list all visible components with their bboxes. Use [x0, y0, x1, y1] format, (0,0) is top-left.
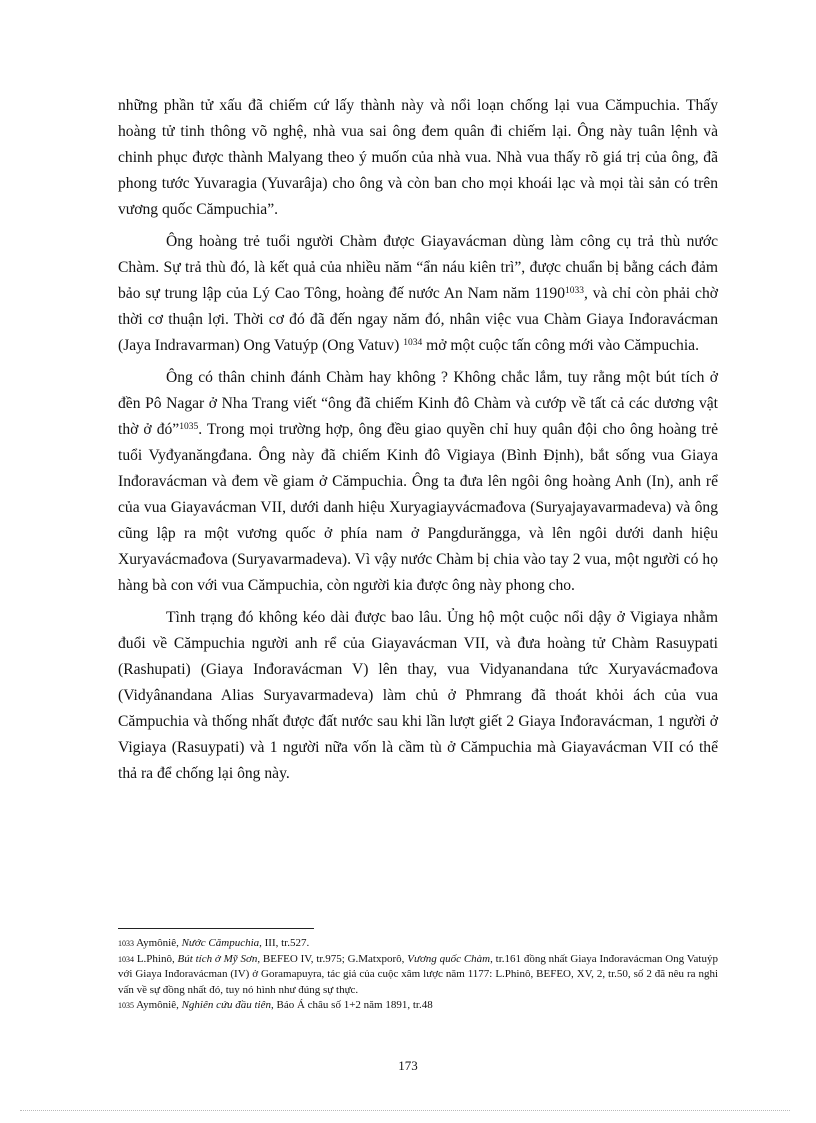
footnote-ref-1035: 1035	[179, 422, 199, 432]
paragraph-1: những phần tử xấu đã chiếm cứ lấy thành này và nổi loạn chống lại vua Cămpuchia. Thấy hoàng tử tinh thông võ nghệ, nhà vua sai ông đem quân đi chiếm lại. Ông này tuân lệnh và chinh phục được thành Malyang theo ý muốn của nhà vua. Nhà vua thấy rõ giá trị của ông, đã phong tước Yuvaragia (Yuvarâja) cho ông và còn ban cho mọi khoái lạc và mọi tài sản có trên vương quốc Cămpuchia”.	[118, 97, 718, 218]
page-number: 173	[398, 1058, 418, 1073]
main-text	[118, 93, 718, 793]
paragraph-2: Ông hoàng trẻ tuổi người Chàm được Giayavácman dùng làm công cụ trả thù nước Chàm. Sự trả thù đó, là kết quả của nhiều năm “ẩn náu kiên trì”, được chuẩn bị bằng cách đảm bảo sự trung lập của Lý Cao Tông, hoàng đế nước An Nam năm $1190^{1033}$, và chỉ còn phải chờ thời cơ thuận lợi. Thời cơ đó đã đến ngay năm đó, nhân việc vua Chàm Giaya Inđoravácman (Jaya Indravarman) Ong Vatuýp (Ong Vatuv) $^{1034}$ mở một cuộc tấn công mới vào Cămpuchia.	[118, 233, 718, 354]
paragraph-4: Tình trạng đó không kéo dài được bao lâu. Ủng hộ một cuộc nổi dậy ở Vigiaya nhằm đuổi về Cămpuchia người anh rể của Giayavácman VII, và đưa hoàng tử Chàm Rasuypati (Rashupati) (Giaya Inđoravácman V) lên thay, vua Vidyanandana tức Xuryavácmađova (Vidyânandana Alias Suryavarmadeva) làm chủ ở Phmrang đã thoát khỏi ách của vua Cămpuchia và thống nhất được đất nước sau khi lần lượt giết 2 Giaya Inđoravácman, 1 người ở Vigiaya (Rasuypati) và 1 người nữa vốn là cầm tù ở Cămpuchia mà Giayavácman VII có thể thả ra để chống lại ông này.	[118, 609, 718, 782]
footnotes	[118, 936, 718, 1014]
footnote-1035: 1035 Aymôniê, Nghiên cứu đầu tiên, Báo Á châu số 1+2 năm 1891, tr.48	[118, 999, 433, 1011]
footnote-ref-1033: 1033	[565, 286, 584, 296]
footnote-separator	[118, 928, 314, 929]
footnote-1033: 1033 Aymôniê, Nước Cămpuchia, III, tr.527.	[118, 937, 310, 949]
footnote-ref-1034: 1034	[403, 338, 423, 348]
footnote-1034: 1034 L.Phinô, Bút tích ở Mỹ Sơn, BEFEO IV, tr.975; G.Matxporô, Vương quốc Chàm, tr.161 đồng nhất Giaya Inđoravácman Ong Vatuýp với Giaya Inđoravácman (IV) ở Goramapuyra, tác giả của cuộc xâm lược năm 1177: L.Phinô, BEFEO, XV, 2, tr.50, số 2 đã nêu ra nghi vấn về sự đồng nhất đó, tuy nó hình như đúng sự thực.	[118, 952, 718, 996]
paragraph-3: Ông có thân chinh đánh Chàm hay không ? Không chắc lắm, tuy rằng một bút tích ở đền Pô Nagar ở Nha Trang viết “ông đã chiếm Kinh đô Chàm và cướp về tất cả các dương vật thờ ở đó”$^{1035}$. Trong mọi trường hợp, ông đều giao quyền chỉ huy quân đội cho ông hoàng trẻ tuổi Vyđyanăngđana. Ông này đã chiếm Kinh đô Vigiaya (Bình Định), bắt sống vua Giaya Inđoravácman và đem về giam ở Cămpuchia. Ông ta đưa lên ngôi ông hoàng Anh (In), anh rể của vua Giayavácman VII, dưới danh hiệu Xuryagiayvácmađova (Suryajayavarmadeva) và ông cũng lập ra một vương quốc ở phía nam ở Pangdurăngga, và lên ngôi dưới danh hiệu Xuryavácmađova (Suryavarmadeva). Vì vậy nước Chàm bị chia vào tay 2 vua, một người có họ hàng bà con với vua Cămpuchia, còn người kia được ông này phong cho.	[118, 369, 718, 594]
page-bottom-border	[20, 1110, 790, 1111]
